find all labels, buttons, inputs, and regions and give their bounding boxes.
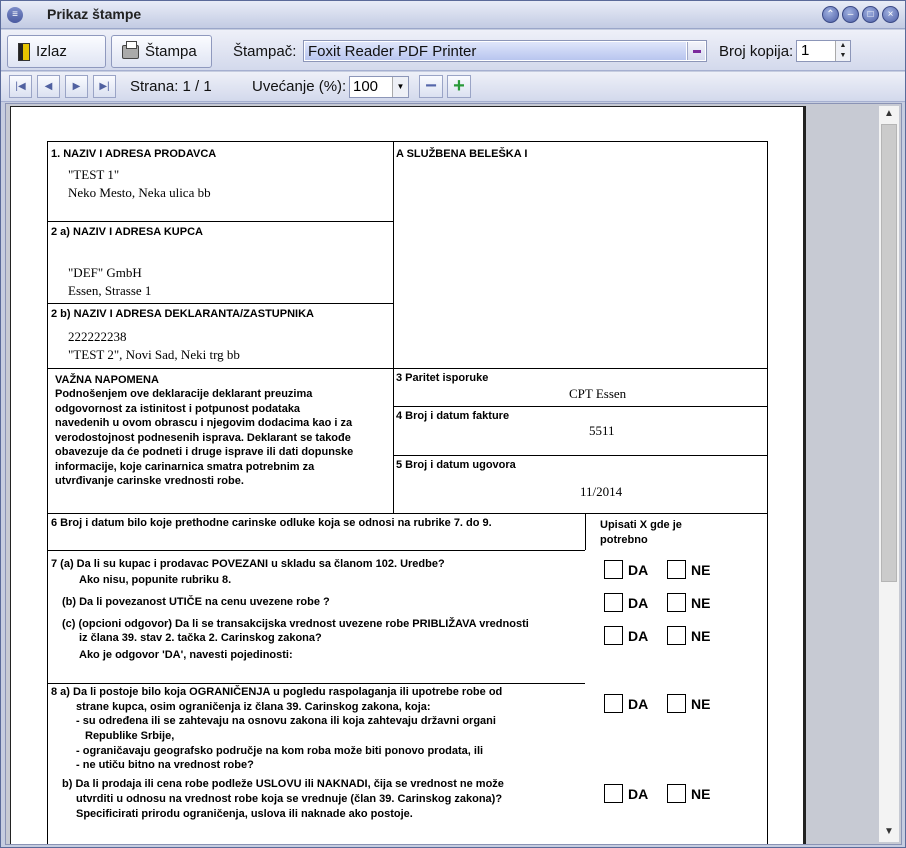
checkbox-7b-da[interactable] (604, 593, 623, 612)
note-line: informacije, koje carinarnica smatra potrebnim za (55, 460, 315, 473)
note-title: VAŽNA NAPOMENA (55, 374, 159, 386)
delivery-terms-value: CPT Essen (569, 386, 627, 401)
window-title: Prikaz štampe (47, 6, 142, 22)
invoice-value: 5511 (589, 423, 615, 438)
ne-label: NE (691, 562, 711, 578)
zoom-out-icon[interactable]: − (419, 75, 443, 98)
last-page-icon[interactable]: ▶| (93, 75, 116, 98)
section-2a-title: 2 a) NAZIV I ADRESA KUPCA (51, 226, 203, 238)
divider (393, 455, 768, 456)
note-line: obavezuje da će podneti i druge isprave ili dati dopunske (55, 446, 354, 458)
buyer-name: "DEF" GmbH (68, 265, 142, 280)
note-line: Podnošenjem ove deklaracije deklarant preuzima (55, 388, 313, 400)
ne-label: NE (691, 696, 711, 712)
divider (585, 513, 586, 550)
maximize-icon[interactable]: □ (862, 6, 879, 23)
checkbox-8b-ne[interactable] (667, 784, 686, 803)
divider (393, 406, 768, 407)
question-7c-line: iz člana 39. stav 2. tačka 2. Carinskog zakona? (79, 632, 322, 644)
checkbox-7c-da[interactable] (604, 626, 623, 645)
checkbox-8b-da[interactable] (604, 784, 623, 803)
first-page-icon[interactable]: |◀ (9, 75, 32, 98)
checkbox-7b-ne[interactable] (667, 593, 686, 612)
note-line: verodostojnost podnesenih isprava. Deklarant se takođe (55, 431, 351, 444)
seller-address: Neko Mesto, Neka ulica bb (68, 185, 211, 200)
buyer-address: Essen, Strasse 1 (68, 283, 152, 298)
zoom-dropdown-icon[interactable]: ▼ (392, 77, 408, 97)
vertical-scrollbar[interactable] (879, 106, 899, 842)
zoom-select[interactable] (349, 76, 409, 98)
question-7a-note: Ako nisu, popunite rubriku 8. (79, 574, 232, 586)
exit-label: Izlaz (36, 43, 67, 60)
document-page (10, 106, 806, 845)
divider (393, 368, 768, 369)
printer-label: Štampač: (233, 43, 297, 60)
window-menu-icon[interactable]: ≡ (7, 7, 23, 23)
checkbox-7a-ne[interactable] (667, 560, 686, 579)
da-label: DA (628, 628, 649, 644)
section-2b-title: 2 b) NAZIV I ADRESA DEKLARANTA/ZASTUPNIKA (51, 308, 314, 320)
divider (47, 683, 585, 684)
zoom-value: 100 (353, 78, 379, 95)
divider (47, 303, 393, 304)
title-bar (1, 1, 905, 29)
question-7b: (b) Da li povezanost UTIČE na cenu uvezene robe ? (62, 596, 330, 608)
rollup-icon[interactable]: ⌃ (822, 6, 839, 23)
page-indicator: Strana: 1 / 1 (130, 78, 212, 95)
zoom-label: Uvećanje (%): (252, 78, 347, 95)
divider (47, 368, 393, 369)
print-button[interactable] (111, 35, 212, 68)
question-7c-line: Ako je odgovor 'DA', navesti pojedinosti: (79, 649, 293, 661)
scroll-up-icon[interactable]: ▲ (884, 108, 894, 119)
question-8a-line: Republike Srbije, (85, 730, 175, 742)
da-label: DA (628, 786, 649, 802)
question-8a: 8 a) Da li postoje bilo koja OGRANIČENJA u pogledu raspolaganja ili upotrebe robe od (51, 686, 503, 698)
ne-label: NE (691, 786, 711, 802)
contract-value: 11/2014 (580, 484, 623, 499)
minimize-icon[interactable]: – (842, 6, 859, 23)
mark-hint (600, 518, 682, 547)
divider (47, 513, 768, 514)
question-8a-line: - ograničavaju geografsko područje na kom roba može biti ponovo prodata, ili (76, 745, 484, 757)
question-8b-line: utvrditi u odnosu na vrednost robe koja se vrednuje (član 39. Carinskog zakona)? (76, 793, 503, 805)
copies-input[interactable] (796, 40, 851, 62)
hint-line: Upisati X gde je (600, 519, 682, 531)
ne-label: NE (691, 628, 711, 644)
zoom-in-icon[interactable]: + (447, 75, 471, 98)
scroll-down-icon[interactable]: ▼ (884, 826, 894, 837)
da-label: DA (628, 696, 649, 712)
copies-value: 1 (801, 42, 810, 59)
exit-button[interactable] (7, 35, 106, 68)
divider (393, 141, 394, 513)
printer-select[interactable] (303, 40, 707, 62)
section-a-title: A SLUŽBENA BELEŠKA I (396, 148, 528, 160)
question-7a: 7 (a) Da li su kupac i prodavac POVEZANI u skladu sa članom 102. Uredbe? (51, 558, 445, 570)
note-line: utvrđivanje carinske vrednosti robe. (55, 475, 244, 487)
checkbox-7a-da[interactable] (604, 560, 623, 579)
copies-spinner[interactable]: ▲ ▼ (835, 41, 850, 61)
section-3-title: 3 Paritet isporuke (396, 372, 489, 384)
note-line: odgovornost za istinitost i potpunost podataka (55, 402, 301, 415)
question-7c: (c) (opcioni odgovor) Da li se transakcijska vrednost uvezene robe PRIBLIŽAVA vrednosti (62, 618, 529, 630)
question-8b-line: Specificirati prirodu ograničenja, uslova ili naknade ako postoje. (76, 808, 413, 820)
section-1-title: 1. NAZIV I ADRESA PRODAVCA (51, 148, 217, 160)
copies-label: Broj kopija: (719, 43, 794, 60)
hint-line: potrebno (600, 533, 648, 546)
next-page-icon[interactable]: ▶ (65, 75, 88, 98)
question-8b: b) Da li prodaja ili cena robe podleže USLOVU ili NAKNADI, čija se vrednost ne može (62, 778, 504, 790)
checkbox-8a-da[interactable] (604, 694, 623, 713)
preview-area[interactable] (5, 103, 902, 845)
declarant-id: 222222238 (68, 329, 127, 344)
question-8a-line: - su određena ili se zahtevaju na osnovu zakona ili koja zahtevaju državni organi (76, 715, 496, 727)
scroll-thumb[interactable] (881, 124, 897, 582)
question-8a-line: strane kupca, osim ograničenja iz člana 39. Carinskog zakona, koja: (76, 701, 431, 713)
section-5-title: 5 Broj i datum ugovora (396, 459, 516, 471)
divider (47, 550, 585, 551)
question-8a-line: - ne utiču bitno na vrednost robe? (76, 759, 254, 771)
section-4-title: 4 Broj i datum fakture (396, 410, 510, 422)
note-text (55, 387, 353, 489)
previous-page-icon[interactable]: ◀ (37, 75, 60, 98)
divider (47, 221, 393, 222)
dropdown-arrow-icon[interactable] (687, 42, 705, 60)
printer-value: Foxit Reader PDF Printer (305, 42, 686, 60)
print-label: Štampa (145, 43, 197, 60)
da-label: DA (628, 595, 649, 611)
ne-label: NE (691, 595, 711, 611)
da-label: DA (628, 562, 649, 578)
exit-door-icon (18, 43, 30, 61)
section-6-title: 6 Broj i datum bilo koje prethodne carinske odluke koja se odnosi na rubrike 7. do 9. (51, 517, 492, 529)
printer-icon (122, 45, 139, 59)
checkbox-7c-ne[interactable] (667, 626, 686, 645)
seller-name: "TEST 1" (68, 167, 120, 182)
close-icon[interactable]: × (882, 6, 899, 23)
checkbox-8a-ne[interactable] (667, 694, 686, 713)
note-line: navedenih u ovom obrascu i njegovim dodacima kao i za (55, 417, 353, 429)
declarant-address: "TEST 2", Novi Sad, Neki trg bb (68, 347, 240, 362)
